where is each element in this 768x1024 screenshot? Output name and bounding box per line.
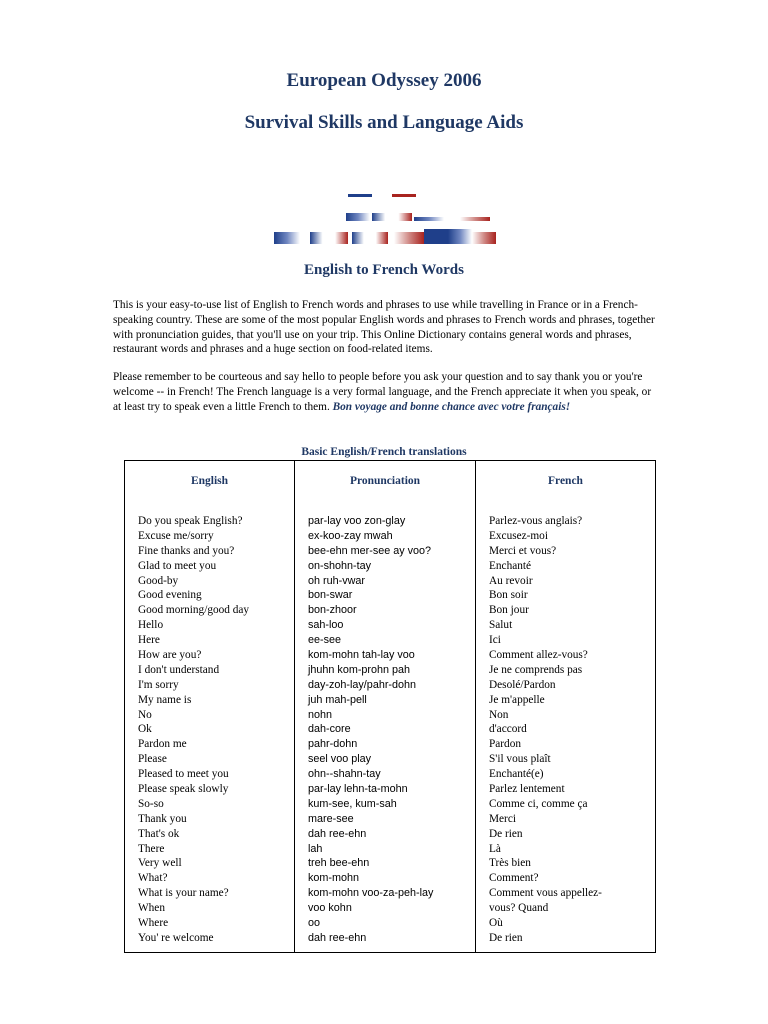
french-cell: Excusez-moi	[489, 529, 548, 542]
header-pronunciation: Pronunciation	[295, 461, 476, 502]
french-cell: Desolé/Pardon	[489, 678, 556, 691]
english-cell: What is your name?	[138, 887, 229, 900]
pronunciation-cell: juh mah-pell	[308, 693, 367, 706]
english-cell: Pleased to meet you	[138, 768, 229, 781]
french-cell: Salut	[489, 619, 513, 632]
french-cell: De rien	[489, 931, 523, 944]
english-cell: My name is	[138, 693, 192, 706]
french-cell: Très bien	[489, 857, 531, 870]
english-cell: How are you?	[138, 649, 202, 662]
french-cell: Bon soir	[489, 589, 528, 602]
pronunciation-cell: dah ree-ehn	[308, 931, 367, 944]
english-cell: Fine thanks and you?	[138, 544, 235, 557]
english-cell: Good-by	[138, 574, 179, 587]
english-cell: Hello	[138, 619, 164, 632]
english-cell: Ok	[138, 723, 152, 736]
french-cell: Parlez-vous anglais?	[489, 515, 583, 527]
french-cell: Merci et vous?	[489, 544, 557, 557]
english-cell: When	[138, 902, 165, 915]
french-cell: Parlez lentement	[489, 783, 565, 796]
pronunciation-cell: oh ruh-vwar	[308, 574, 366, 587]
pronunciation-cell: mare-see	[308, 812, 354, 825]
pronunciation-cell: dah ree-ehn	[308, 827, 367, 840]
courtesy-text: Please remember to be courteous and say hello to people before you ask your question and to say thank you or you're welcome -- in French! The French language is a very formal language, and the French appreciate it when you speak, or at least try to speak even a little French to them.	[113, 371, 652, 413]
french-cell: Comment vous appellez-	[489, 887, 602, 900]
pronunciation-cell: ee-see	[308, 634, 342, 647]
english-cell: What?	[138, 872, 168, 885]
translation-table	[124, 460, 656, 953]
pronunciation-column	[295, 501, 476, 953]
pronunciation-cell: bon-swar	[308, 589, 353, 602]
pronunciation-cell: oo	[308, 917, 321, 930]
french-column	[476, 501, 656, 953]
english-cell: You' re welcome	[138, 931, 214, 944]
french-cell: vous? Quand	[489, 902, 549, 915]
pronunciation-cell: jhuhn kom-prohn pah	[308, 663, 411, 676]
pronunciation-cell: pahr-dohn	[308, 738, 358, 751]
pronunciation-cell: bon-zhoor	[308, 604, 357, 617]
english-cell: I don't understand	[138, 663, 220, 676]
french-cell: Pardon	[489, 738, 522, 751]
french-cell: S'il vous plaît	[489, 753, 551, 766]
pronunciation-cell: kom-mohn voo-za-peh-lay	[308, 887, 434, 900]
header-french: French	[476, 461, 656, 502]
pronunciation-cell: par-lay voo zon-glay	[308, 515, 406, 527]
english-cell: Here	[138, 634, 160, 647]
table-caption: Basic English/French translations	[301, 446, 467, 458]
pronunciation-cell: bee-ehn mer-see ay voo?	[308, 544, 432, 557]
english-cell: Glad to meet you	[138, 559, 217, 572]
english-cell: There	[138, 842, 165, 855]
pronunciation-cell: dah-core	[308, 723, 351, 736]
french-cell: Enchanté	[489, 559, 532, 572]
english-cell: I'm sorry	[138, 678, 179, 691]
english-cell: Excuse me/sorry	[138, 529, 214, 542]
english-cell: No	[138, 708, 152, 721]
french-cell: Comment?	[489, 872, 539, 885]
pronunciation-cell: nohn	[308, 708, 333, 721]
table-body-row	[125, 501, 656, 953]
french-cell: Je ne comprends pas	[489, 663, 583, 676]
header-english: English	[125, 461, 295, 502]
pronunciation-cell: kom-mohn tah-lay voo	[308, 649, 415, 662]
section-heading: English to French Words	[304, 262, 464, 278]
english-cell: Good evening	[138, 589, 202, 602]
table-header-row	[125, 461, 656, 502]
french-cell: d'accord	[489, 723, 527, 736]
courtesy-paragraph	[113, 370, 658, 414]
closing-phrase: Bon voyage and bonne chance avec votre français!	[332, 400, 571, 413]
pronunciation-cell: seel voo play	[308, 753, 372, 766]
english-cell: Please	[138, 753, 167, 766]
pronunciation-cell: par-lay lehn-ta-mohn	[308, 783, 408, 796]
intro-paragraph: This is your easy-to-use list of English to French words and phrases to use while travelling in France or in a French-speaking country. These are some of the most popular English words and phrases to French words and phrases, together with pronunciation guides, that you'll use on your trip. This Online Dictionary contains general words and phrases, restaurant words and phrases and a huge section on food-related items.	[113, 299, 655, 356]
pronunciation-cell: ex-koo-zay mwah	[308, 529, 393, 542]
page-title: European Odyssey 2006	[286, 70, 482, 91]
pronunciation-cell: kum-see, kum-sah	[308, 797, 397, 810]
pronunciation-cell: on-shohn-tay	[308, 559, 372, 572]
pronunciation-cell: day-zoh-lay/pahr-dohn	[308, 678, 417, 691]
pronunciation-cell: ohn--shahn-tay	[308, 768, 381, 781]
french-cell: Bon jour	[489, 604, 529, 617]
pronunciation-cell: sah-loo	[308, 619, 344, 632]
french-cell: Merci	[489, 812, 516, 825]
english-cell: Please speak slowly	[138, 783, 229, 796]
english-cell: So-so	[138, 797, 164, 810]
pronunciation-cell: voo kohn	[308, 902, 352, 915]
french-cell: Enchanté(e)	[489, 768, 544, 781]
english-cell: Good morning/good day	[138, 604, 250, 617]
french-cell: Ici	[489, 634, 501, 647]
english-cell: That's ok	[138, 827, 180, 840]
french-cell: De rien	[489, 827, 523, 840]
french-cell: Non	[489, 708, 509, 721]
french-cell: Comme ci, comme ça	[489, 797, 588, 810]
french-cell: Là	[489, 842, 501, 855]
english-cell: Very well	[138, 857, 182, 870]
english-cell: Thank you	[138, 812, 187, 825]
page-subtitle: Survival Skills and Language Aids	[244, 112, 524, 133]
english-cell: Pardon me	[138, 738, 187, 751]
english-cell: Where	[138, 917, 169, 930]
english-column	[125, 501, 295, 953]
flag-stripes-decoration	[274, 193, 496, 245]
french-cell: Je m'appelle	[489, 693, 545, 706]
french-cell: Où	[489, 917, 503, 930]
french-cell: Comment allez-vous?	[489, 649, 588, 662]
pronunciation-cell: treh bee-ehn	[308, 857, 370, 870]
pronunciation-cell: kom-mohn	[308, 872, 360, 885]
french-cell: Au revoir	[489, 574, 533, 587]
english-cell: Do you speak English?	[138, 515, 243, 527]
pronunciation-cell: lah	[308, 842, 323, 855]
